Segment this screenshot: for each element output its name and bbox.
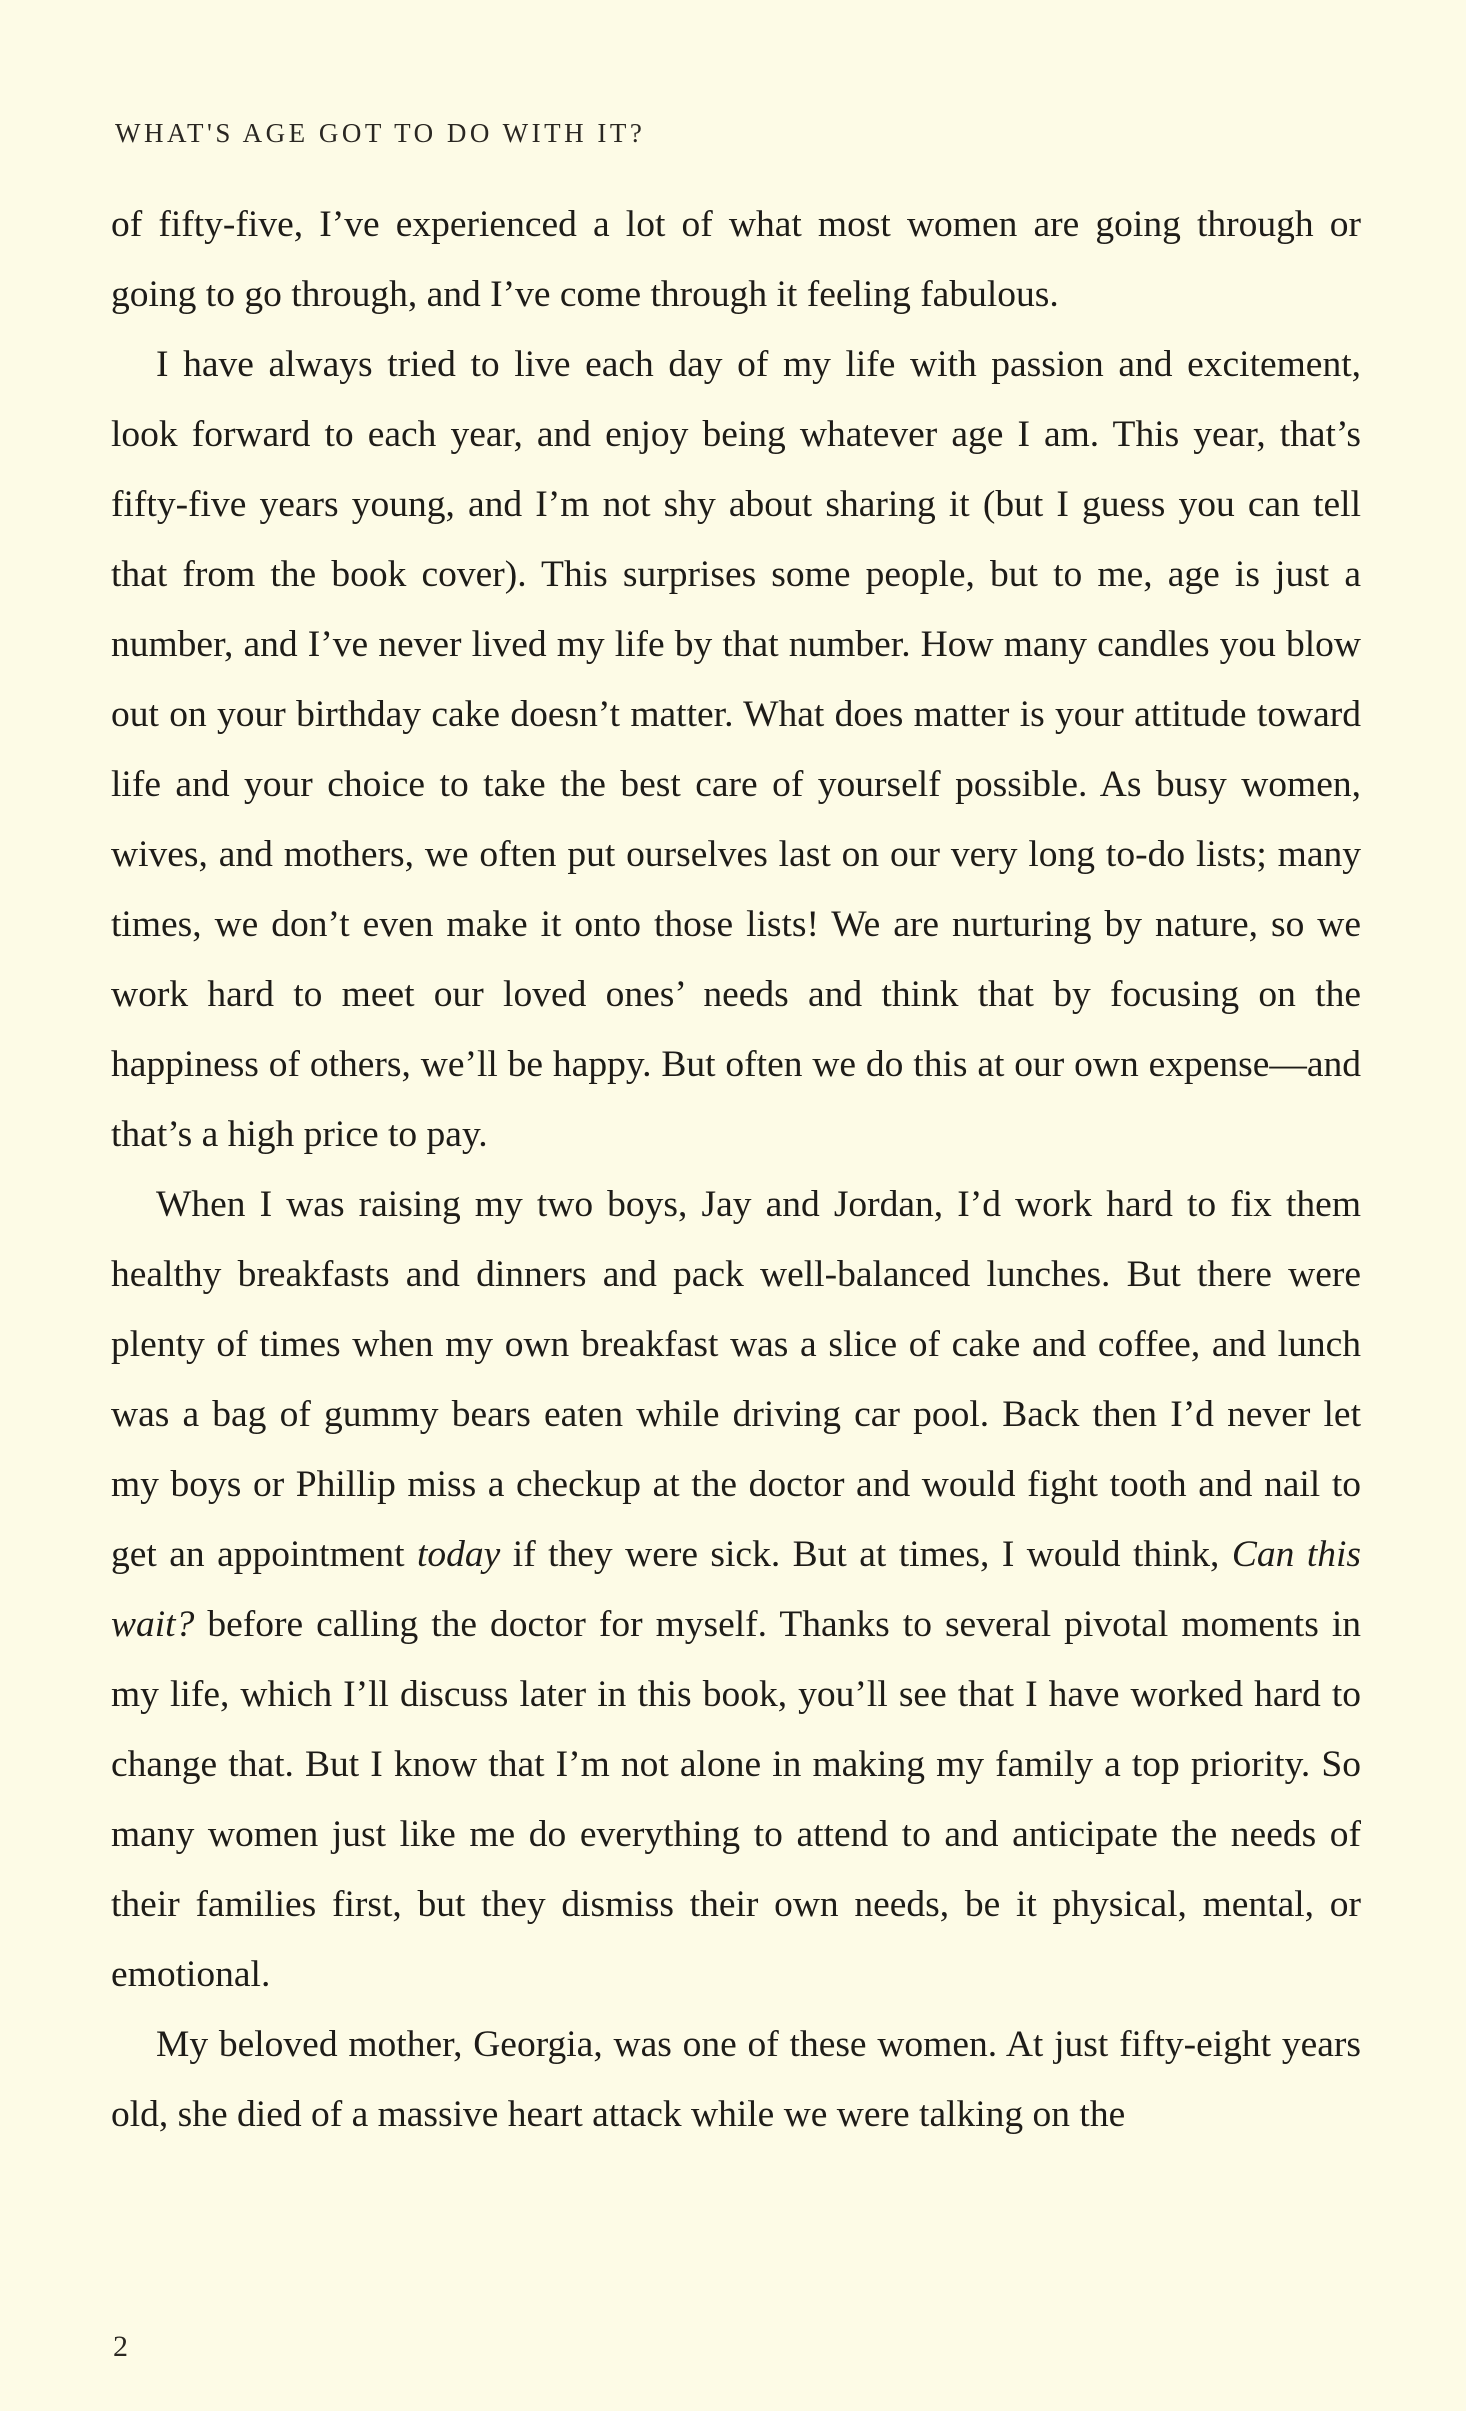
italic-can-this-wait: Can this wait? [111,1534,1361,1645]
paragraph-continuation: of fifty-five, I’ve experienced a lot of what most women are going through or going to go through, and I’ve come through it feeling fabulous. [111,204,1361,315]
text-span: When I was raising my two boys, Jay and Jordan, I’d work hard to fix them healthy breakfasts and dinners and pack well-balanced lunches. But there were plenty of times when my own breakfast was a slice of cake and coffee, and lunch was a bag of gummy bears eaten while driving car pool. Back then I’d never let my boys or Phillip miss a checkup at the doctor and would fight tooth and nail to get an appointment [111,1184,1361,1575]
page-number: 2 [113,2330,128,2363]
text-span: if they were sick. But at times, I would think, [500,1534,1232,1575]
body-text [111,190,1361,2150]
paragraph-mother: My beloved mother, Georgia, was one of these women. At just fifty-eight years old, she died of a massive heart attack while we were talking on the [111,2024,1361,2135]
text-span: before calling the doctor for myself. Thanks to several pivotal moments in my life, which I’ll discuss later in this book, you’ll see that I have worked hard to change that. But I know that I’m not alone in making my family a top priority. So many women just like me do everything to attend to and anticipate the needs of their families first, but they dismiss their own needs, be it physical, mental, or emotional. [111,1604,1361,1995]
running-head: WHAT'S AGE GOT TO DO WITH IT? [115,118,646,148]
paragraph-raising-boys [111,1170,1361,2010]
paragraph-passion: I have always tried to live each day of my life with passion and excitement, look forward to each year, and enjoy being whatever age I am. This year, that’s fifty-five years young, and I’m not shy about sharing it (but I guess you can tell that from the book cover). This surprises some people, but to me, age is just a number, and I’ve never lived my life by that number. How many candles you blow out on your birthday cake doesn’t matter. What does matter is your attitude toward life and your choice to take the best care of yourself possible. As busy women, wives, and mothers, we often put ourselves last on our very long to-do lists; many times, we don’t even make it onto those lists! We are nurturing by nature, so we work hard to meet our loved ones’ needs and think that by focusing on the happiness of others, we’ll be happy. But often we do this at our own expense—and that’s a high price to pay. [111,344,1361,1155]
italic-today: today [417,1534,501,1575]
